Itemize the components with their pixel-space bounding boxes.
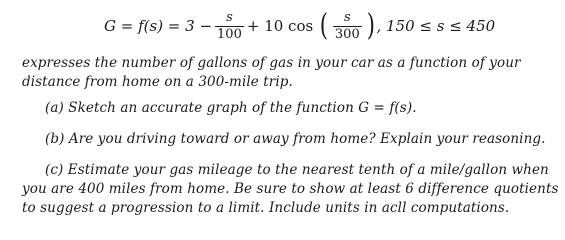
intro-line-1: expresses the number of gallons of gas in your car as a function of your [22, 55, 521, 71]
fraction-denominator: 100 [217, 26, 242, 42]
left-paren: ( [319, 8, 329, 43]
question-a: (a) Sketch an accurate graph of the function G = f(s). [45, 100, 417, 116]
question-c-line-1: (c) Estimate your gas mileage to the nearest tenth of a mile/gallon when [45, 162, 549, 178]
equation-middle: + 10 cos [246, 17, 314, 35]
fraction-numerator: s [226, 9, 233, 25]
right-paren: ) [366, 8, 375, 43]
question-b: (b) Are you driving toward or away from home? Explain your reasoning. [45, 131, 546, 147]
question-c [22, 161, 559, 218]
fraction-numerator: s [343, 9, 351, 25]
fraction-s-over-300 [333, 11, 362, 42]
fraction-denominator: 300 [334, 26, 360, 42]
equation-domain: , 150 ≤ s ≤ 450 [376, 17, 496, 35]
equation-lhs: G = f(s) = 3 − [104, 17, 213, 35]
question-c-line-2: you are 400 miles from home. Be sure to show at least 6 difference quotients [22, 181, 559, 197]
function-equation [104, 6, 495, 46]
fraction-s-over-100 [215, 11, 244, 42]
question-c-line-3: to suggest a progression to a limit. Include units in acll computations. [22, 200, 510, 216]
intro-paragraph [22, 54, 521, 92]
intro-line-2: distance from home on a 300-mile trip. [22, 74, 293, 90]
